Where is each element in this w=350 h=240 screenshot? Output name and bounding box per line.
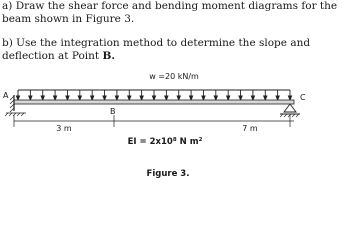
load-arrow-head <box>251 96 254 100</box>
load-arrow-head <box>202 96 205 100</box>
load-arrow-head <box>227 96 230 100</box>
span-bc-label: 7 m <box>242 124 258 133</box>
load-arrow-head <box>189 96 192 100</box>
load-label: w =20 kN/m <box>149 72 199 81</box>
ground-hatch-a <box>5 113 24 116</box>
point-a-label: A <box>3 91 9 100</box>
load-arrow-head <box>103 96 106 100</box>
question-b-text: b) Use the integration method to determine the slope and deflection at Point <box>2 37 311 62</box>
load-arrows <box>16 90 291 100</box>
question-b-point: B. <box>102 50 116 62</box>
point-c-label: C <box>300 93 306 102</box>
load-arrow-head <box>41 96 44 100</box>
load-arrow-head <box>177 96 180 100</box>
span-ab-label: 3 m <box>56 124 72 133</box>
load-arrow-head <box>29 96 32 100</box>
load-arrow-head <box>78 96 81 100</box>
beam <box>14 100 294 104</box>
load-arrow-head <box>16 96 19 100</box>
load-arrow-head <box>140 96 143 100</box>
point-b-label: B <box>110 107 116 116</box>
load-arrow-head <box>53 96 56 100</box>
fixed-support-a <box>10 95 14 112</box>
figure-caption: Figure 3. <box>146 169 190 179</box>
load-arrow-head <box>115 96 118 100</box>
load-arrow-head <box>239 96 242 100</box>
question-a: a) Draw the shear force and bending moment diagrams for the beam shown in Figure 3. <box>2 0 338 25</box>
load-arrow-head <box>276 96 279 100</box>
load-arrow-head <box>165 96 168 100</box>
load-arrow-head <box>264 96 267 100</box>
load-arrow-head <box>152 96 155 100</box>
ei-label: EI = $2x10^8$ N $m^2$ <box>127 137 203 147</box>
load-arrow-head <box>288 96 291 100</box>
load-arrow-head <box>91 96 94 100</box>
load-arrow-head <box>128 96 131 100</box>
load-arrow-head <box>66 96 69 100</box>
load-arrow-head <box>214 96 217 100</box>
